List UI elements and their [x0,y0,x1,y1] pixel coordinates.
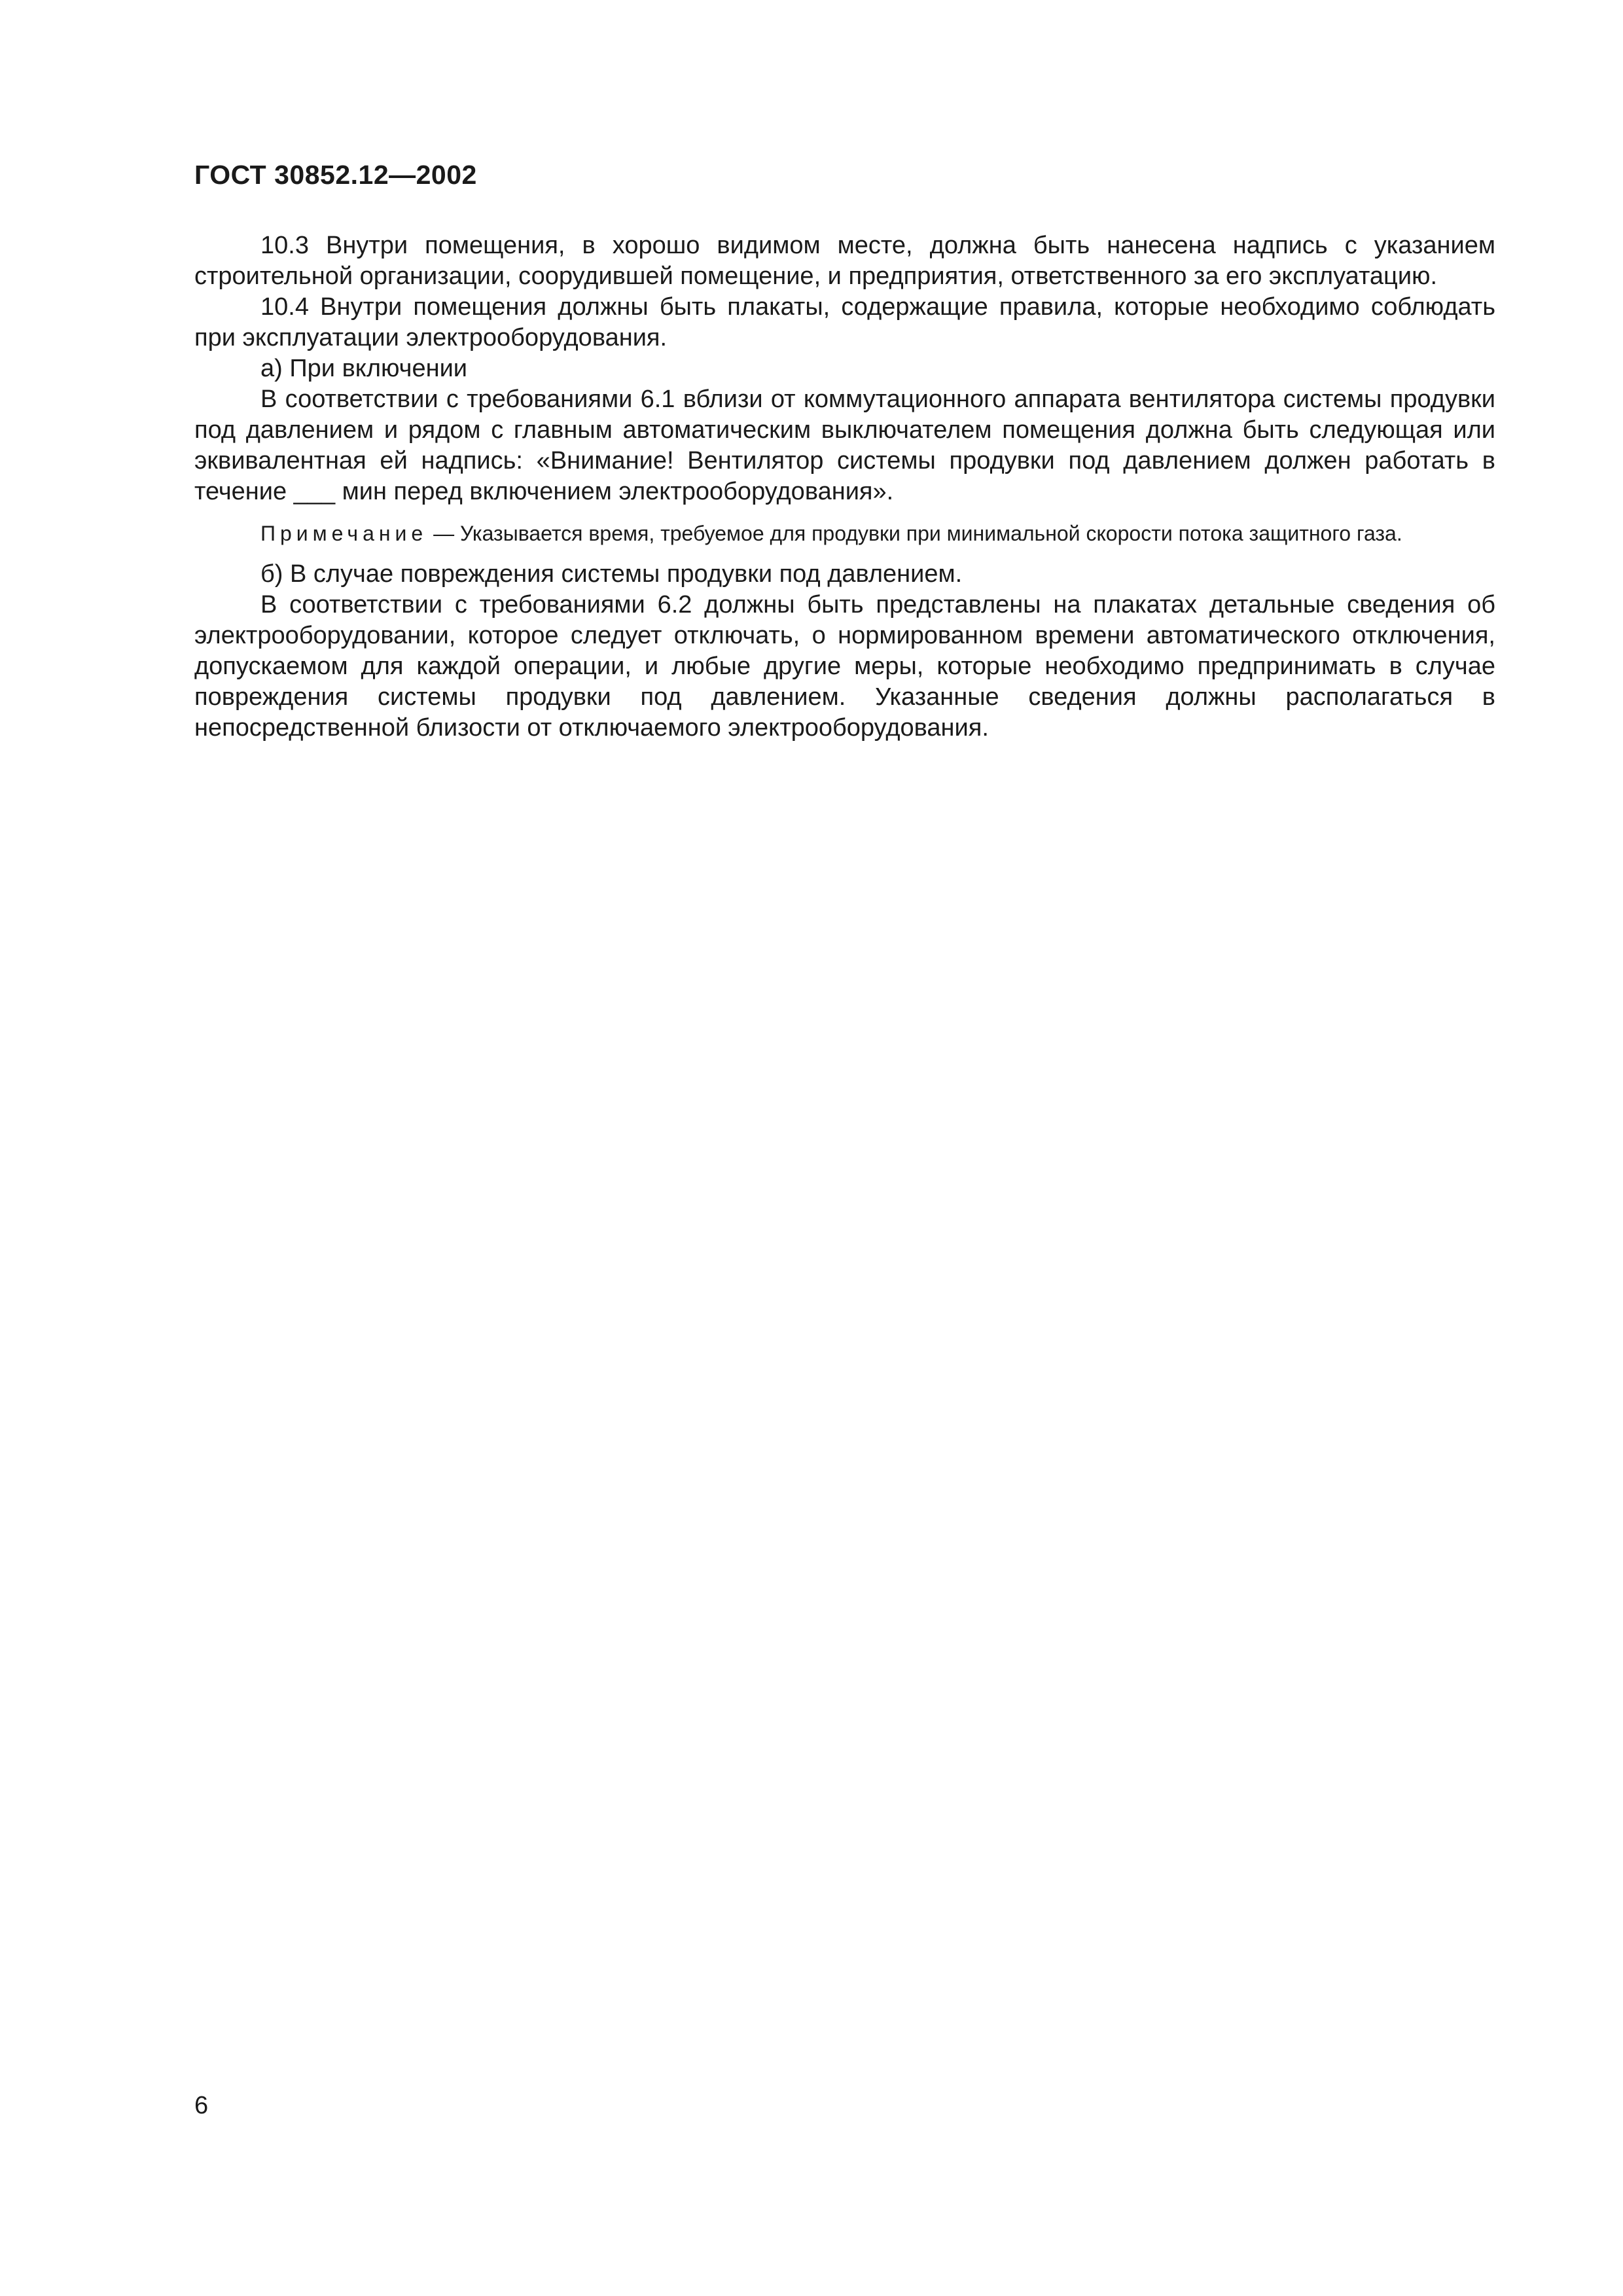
paragraph-10-4: 10.4 Внутри помещения должны быть плакаты, содержащие правила, которые необходимо соблюдать при эксплуатации электрооборудования. [194,293,1495,351]
page-number: 6 [194,2092,209,2119]
item-a-heading: а) При включении [260,355,468,382]
note-text: — Указывается время, требуемое для продувки при минимальной скорости потока защитного газа. [427,522,1402,545]
item-b-heading: б) В случае повреждения системы продувки под давлением. [260,560,963,588]
document-header: ГОСТ 30852.12—2002 [194,160,477,190]
note-label: Примечание [260,522,428,545]
document-body [194,230,1495,744]
paragraph-10-3: 10.3 Внутри помещения, в хорошо видимом месте, должна быть нанесена надпись с указанием строительной организации, соорудившей помещение, и предприятия, ответственного за его эксплуатацию. [194,232,1495,290]
item-a-text: В соответствии с требованиями 6.1 вблизи от коммутационного аппарата вентилятора системы продувки под давлением и рядом с главным автоматическим выключателем помещения должна быть следующая или эквивалентная ей надпись: «Внимание! Вентилятор системы продувки под давлением должен работать в течение ___ мин перед включением электрооборудования». [194,386,1495,505]
note [194,520,1495,547]
item-b-text: В соответствии с требованиями 6.2 должны быть представлены на плакатах детальные сведения об электрооборудовании, которое следует отключать, о нормированном времени автоматического отключения, допускаемом для каждой операции, и любые другие меры, которые необходимо предпринимать в случае повреждения системы продувки под давлением. Указанные сведения должны располагаться в непосредственной близости от отключаемого электрооборудования. [194,591,1495,742]
